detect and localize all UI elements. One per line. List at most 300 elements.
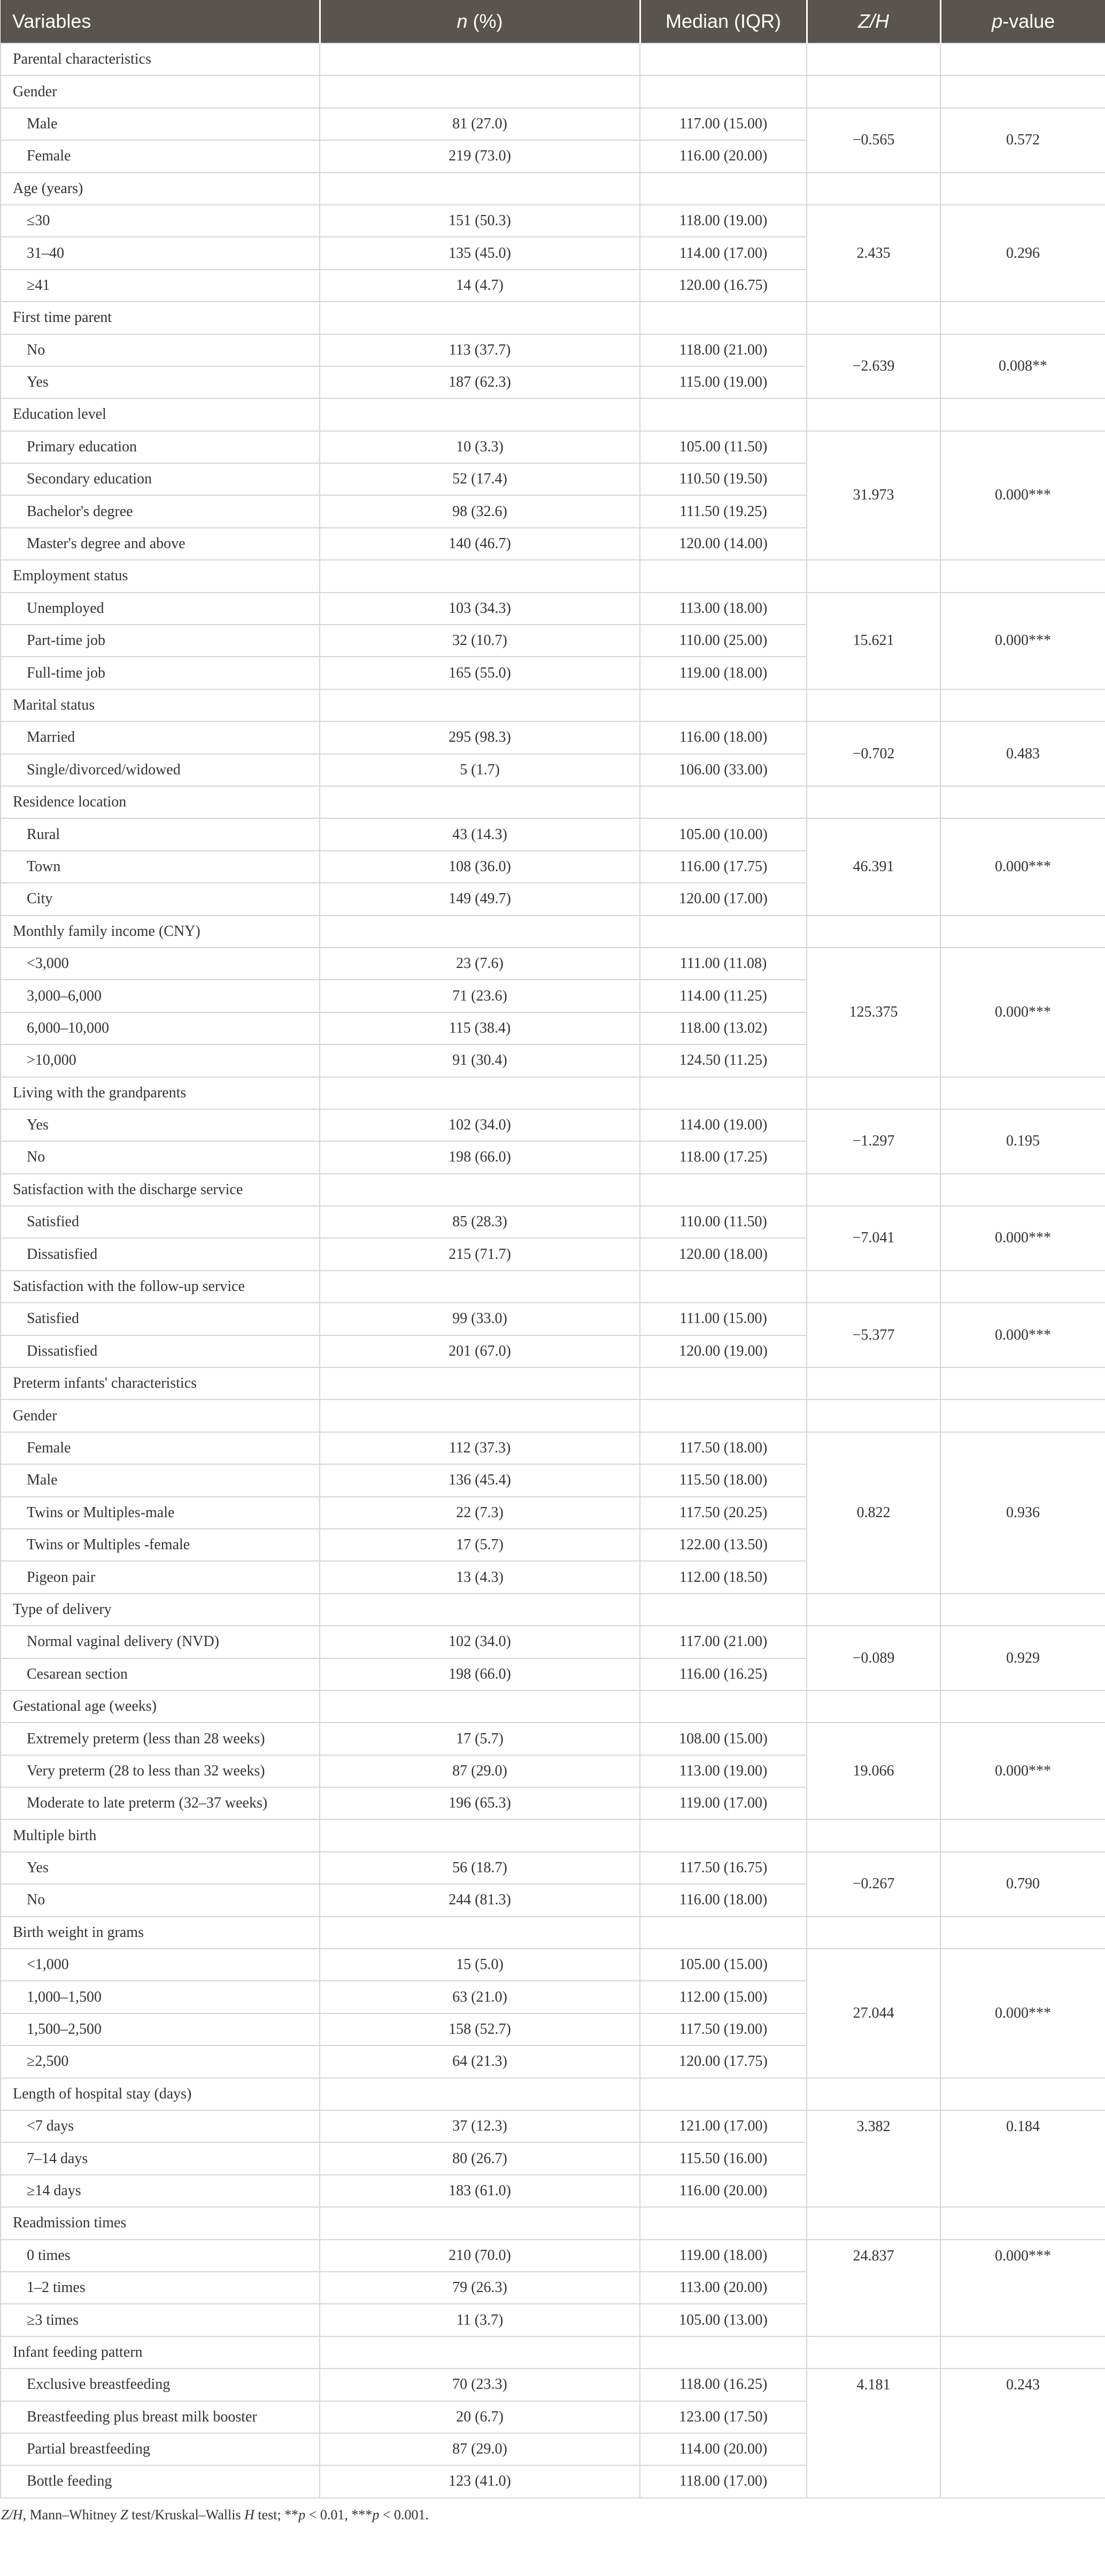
- n-percent-cell: 15 (5.0): [320, 1949, 640, 1981]
- z-h-statistic-cell: 15.621: [807, 593, 940, 689]
- n-percent-cell: 196 (65.3): [320, 1787, 640, 1819]
- n-percent-cell: [320, 1690, 640, 1723]
- median-iqr-cell: 120.00 (18.00): [640, 1238, 807, 1270]
- n-percent-cell: 11 (3.7): [320, 2304, 640, 2336]
- z-h-statistic-cell: [807, 2078, 940, 2110]
- median-iqr-cell: 112.00 (18.50): [640, 1561, 807, 1593]
- table-group-row: [1, 1594, 1105, 1626]
- row-label: 31–40: [1, 237, 320, 269]
- p-value-cell: [940, 1174, 1105, 1206]
- n-percent-cell: 10 (3.3): [320, 431, 640, 463]
- table-group-row: [1, 689, 1105, 721]
- median-iqr-cell: 120.00 (19.00): [640, 1335, 807, 1367]
- p-value-cell: 0.790: [940, 1852, 1105, 1917]
- z-h-statistic-cell: −1.297: [807, 1109, 940, 1174]
- p-value-cell: 0.000***: [940, 2240, 1105, 2336]
- n-percent-cell: 87 (29.0): [320, 1755, 640, 1787]
- p-value-cell: [940, 75, 1105, 107]
- n-percent-cell: 102 (34.0): [320, 1109, 640, 1141]
- z-h-statistic-cell: [807, 75, 940, 107]
- n-percent-cell: [320, 302, 640, 334]
- p-value-cell: [940, 43, 1105, 75]
- n-percent-cell: [320, 1917, 640, 1949]
- table-row: [1, 1626, 1105, 1658]
- n-percent-cell: 23 (7.6): [320, 948, 640, 980]
- p-value-cell: [940, 689, 1105, 721]
- z-h-statistic-cell: 31.973: [807, 431, 940, 560]
- median-iqr-cell: 118.00 (21.00): [640, 334, 807, 366]
- row-label: >10,000: [1, 1044, 320, 1076]
- n-percent-cell: 32 (10.7): [320, 625, 640, 657]
- table-group-row: [1, 173, 1105, 205]
- z-h-statistic-cell: 27.044: [807, 1949, 940, 2078]
- group-label: Employment status: [1, 560, 320, 592]
- z-h-statistic-cell: [807, 398, 940, 430]
- median-iqr-cell: 120.00 (17.75): [640, 2046, 807, 2078]
- row-label: 0 times: [1, 2240, 320, 2272]
- header-p-italic: p: [992, 10, 1003, 32]
- median-iqr-cell: 113.00 (20.00): [640, 2272, 807, 2304]
- median-iqr-cell: 110.00 (25.00): [640, 625, 807, 657]
- p-value-cell: [940, 173, 1105, 205]
- z-h-statistic-cell: [807, 1594, 940, 1626]
- z-h-statistic-cell: [807, 302, 940, 334]
- median-iqr-cell: [640, 1174, 807, 1206]
- group-label: Education level: [1, 398, 320, 430]
- row-label: No: [1, 1884, 320, 1916]
- z-h-statistic-cell: [807, 560, 940, 592]
- p-value-cell: 0.936: [940, 1432, 1105, 1594]
- p-value-cell: [940, 1077, 1105, 1109]
- p-value-cell: [940, 2078, 1105, 2110]
- median-iqr-cell: 118.00 (19.00): [640, 205, 807, 237]
- median-iqr-cell: 116.00 (17.75): [640, 851, 807, 883]
- median-iqr-cell: 105.00 (15.00): [640, 1949, 807, 1981]
- row-label: ≥3 times: [1, 2304, 320, 2336]
- footnote-z: Z: [120, 2506, 128, 2523]
- p-value-cell: 0.243: [940, 2369, 1105, 2498]
- table-row: [1, 1303, 1105, 1335]
- z-h-statistic-cell: [807, 1271, 940, 1303]
- median-iqr-cell: 117.50 (16.75): [640, 1852, 807, 1884]
- table-group-row: [1, 1271, 1105, 1303]
- header-p-value: [940, 0, 1105, 43]
- row-label: Female: [1, 140, 320, 172]
- table-row: [1, 1109, 1105, 1141]
- row-label: Normal vaginal delivery (NVD): [1, 1626, 320, 1658]
- n-percent-cell: [320, 2336, 640, 2369]
- group-label: Gender: [1, 1400, 320, 1432]
- n-percent-cell: 183 (61.0): [320, 2175, 640, 2207]
- row-label: 6,000–10,000: [1, 1012, 320, 1044]
- median-iqr-cell: 110.00 (11.50): [640, 1206, 807, 1238]
- row-label: Dissatisfied: [1, 1335, 320, 1367]
- n-percent-cell: 165 (55.0): [320, 657, 640, 689]
- p-value-cell: [940, 1690, 1105, 1723]
- n-percent-cell: 113 (37.7): [320, 334, 640, 366]
- table-body: [1, 43, 1105, 2498]
- z-h-statistic-cell: −0.702: [807, 721, 940, 786]
- p-value-cell: 0.000***: [940, 1303, 1105, 1367]
- n-percent-cell: 187 (62.3): [320, 366, 640, 398]
- n-percent-cell: 99 (33.0): [320, 1303, 640, 1335]
- median-iqr-cell: 106.00 (33.00): [640, 754, 807, 786]
- n-percent-cell: 91 (30.4): [320, 1044, 640, 1076]
- table-group-row: [1, 786, 1105, 818]
- median-iqr-cell: 115.50 (18.00): [640, 1464, 807, 1496]
- row-label: Male: [1, 108, 320, 140]
- median-iqr-cell: [640, 302, 807, 334]
- median-iqr-cell: 112.00 (15.00): [640, 1981, 807, 2013]
- group-label: Living with the grandparents: [1, 1077, 320, 1109]
- p-value-cell: 0.000***: [940, 431, 1105, 560]
- p-value-cell: [940, 786, 1105, 818]
- median-iqr-cell: [640, 43, 807, 75]
- p-value-cell: 0.184: [940, 2110, 1105, 2207]
- row-label: Yes: [1, 366, 320, 398]
- row-label: ≥2,500: [1, 2046, 320, 2078]
- n-percent-cell: 22 (7.3): [320, 1497, 640, 1529]
- header-n-suffix: (%): [467, 10, 503, 32]
- p-value-cell: [940, 1819, 1105, 1851]
- n-percent-cell: 5 (1.7): [320, 754, 640, 786]
- z-h-statistic-cell: 19.066: [807, 1723, 940, 1819]
- footnote-text-2: test/Kruskal–Wallis: [128, 2506, 245, 2523]
- n-percent-cell: [320, 786, 640, 818]
- n-percent-cell: 215 (71.7): [320, 1238, 640, 1270]
- row-label: Master's degree and above: [1, 528, 320, 560]
- table-group-row: [1, 302, 1105, 334]
- n-percent-cell: 210 (70.0): [320, 2240, 640, 2272]
- median-iqr-cell: 119.00 (18.00): [640, 2240, 807, 2272]
- median-iqr-cell: 117.50 (20.25): [640, 1497, 807, 1529]
- p-value-cell: [940, 1367, 1105, 1400]
- n-percent-cell: [320, 1077, 640, 1109]
- group-label: Birth weight in grams: [1, 1917, 320, 1949]
- row-label: ≥41: [1, 270, 320, 302]
- row-label: Married: [1, 721, 320, 753]
- n-percent-cell: 112 (37.3): [320, 1432, 640, 1464]
- median-iqr-cell: [640, 398, 807, 430]
- n-percent-cell: [320, 916, 640, 948]
- p-value-cell: [940, 1400, 1105, 1432]
- n-percent-cell: [320, 1271, 640, 1303]
- row-label: Female: [1, 1432, 320, 1464]
- row-label: Exclusive breastfeeding: [1, 2369, 320, 2401]
- median-iqr-cell: 114.00 (20.00): [640, 2433, 807, 2465]
- median-iqr-cell: 114.00 (19.00): [640, 1109, 807, 1141]
- row-label: Partial breastfeeding: [1, 2433, 320, 2465]
- median-iqr-cell: 115.00 (19.00): [640, 366, 807, 398]
- table-group-row: [1, 1077, 1105, 1109]
- row-label: Male: [1, 1464, 320, 1496]
- footnote-text-4: < 0.01, ***: [305, 2506, 373, 2523]
- n-percent-cell: 63 (21.0): [320, 1981, 640, 2013]
- footnote-p-2: p: [372, 2506, 380, 2523]
- footnote-p-1: p: [298, 2506, 306, 2523]
- median-iqr-cell: 110.50 (19.50): [640, 463, 807, 495]
- row-label: ≤30: [1, 205, 320, 237]
- n-percent-cell: [320, 689, 640, 721]
- table-row: [1, 334, 1105, 366]
- median-iqr-cell: [640, 1594, 807, 1626]
- table-row: [1, 1432, 1105, 1464]
- row-label: Rural: [1, 818, 320, 850]
- median-iqr-cell: 119.00 (17.00): [640, 1787, 807, 1819]
- row-label: Extremely preterm (less than 28 weeks): [1, 1723, 320, 1755]
- row-label: Breastfeeding plus breast milk booster: [1, 2401, 320, 2433]
- row-label: ≥14 days: [1, 2175, 320, 2207]
- row-label: Unemployed: [1, 593, 320, 625]
- row-label: Twins or Multiples -female: [1, 1529, 320, 1561]
- z-h-statistic-cell: [807, 1819, 940, 1851]
- median-iqr-cell: [640, 2078, 807, 2110]
- row-label: 1–2 times: [1, 2272, 320, 2304]
- row-label: Full-time job: [1, 657, 320, 689]
- n-percent-cell: 135 (45.0): [320, 237, 640, 269]
- table-row: [1, 1723, 1105, 1755]
- row-label: Pigeon pair: [1, 1561, 320, 1593]
- row-label: Yes: [1, 1109, 320, 1141]
- median-iqr-cell: 111.00 (15.00): [640, 1303, 807, 1335]
- n-percent-cell: [320, 2207, 640, 2239]
- table-row: [1, 205, 1105, 237]
- n-percent-cell: 108 (36.0): [320, 851, 640, 883]
- z-h-statistic-cell: [807, 689, 940, 721]
- table-row: [1, 2369, 1105, 2401]
- n-percent-cell: 198 (66.0): [320, 1658, 640, 1690]
- table-row: [1, 1949, 1105, 1981]
- p-value-cell: 0.008**: [940, 334, 1105, 399]
- n-percent-cell: 219 (73.0): [320, 140, 640, 172]
- row-label: Moderate to late preterm (32–37 weeks): [1, 1787, 320, 1819]
- n-percent-cell: 102 (34.0): [320, 1626, 640, 1658]
- row-label: <3,000: [1, 948, 320, 980]
- n-percent-cell: 103 (34.3): [320, 593, 640, 625]
- table-row: [1, 593, 1105, 625]
- n-percent-cell: 43 (14.3): [320, 818, 640, 850]
- n-percent-cell: 123 (41.0): [320, 2465, 640, 2497]
- z-h-statistic-cell: [807, 2207, 940, 2239]
- n-percent-cell: 64 (21.3): [320, 2046, 640, 2078]
- n-percent-cell: 17 (5.7): [320, 1529, 640, 1561]
- p-value-cell: [940, 560, 1105, 592]
- median-iqr-cell: [640, 786, 807, 818]
- table-group-row: [1, 1917, 1105, 1949]
- row-label: Very preterm (28 to less than 32 weeks): [1, 1755, 320, 1787]
- z-h-statistic-cell: 0.822: [807, 1432, 940, 1594]
- table-row: [1, 2240, 1105, 2272]
- table-row: [1, 108, 1105, 140]
- header-median-iqr: Median (IQR): [640, 0, 807, 43]
- group-label: Satisfaction with the discharge service: [1, 1174, 320, 1206]
- p-value-cell: [940, 302, 1105, 334]
- n-percent-cell: 13 (4.3): [320, 1561, 640, 1593]
- row-label: Bottle feeding: [1, 2465, 320, 2497]
- z-h-statistic-cell: [807, 43, 940, 75]
- p-value-cell: [940, 398, 1105, 430]
- table-row: [1, 818, 1105, 850]
- median-iqr-cell: 114.00 (11.25): [640, 980, 807, 1012]
- row-label: No: [1, 334, 320, 366]
- z-h-statistic-cell: −0.089: [807, 1626, 940, 1690]
- table-group-row: [1, 1174, 1105, 1206]
- z-h-statistic-cell: −0.267: [807, 1852, 940, 1917]
- median-iqr-cell: 117.50 (19.00): [640, 2013, 807, 2046]
- n-percent-cell: 87 (29.0): [320, 2433, 640, 2465]
- row-label: Primary education: [1, 431, 320, 463]
- header-n-italic: n: [457, 10, 468, 32]
- n-percent-cell: [320, 1594, 640, 1626]
- median-iqr-cell: [640, 1400, 807, 1432]
- n-percent-cell: 115 (38.4): [320, 1012, 640, 1044]
- p-value-cell: 0.000***: [940, 948, 1105, 1077]
- median-iqr-cell: 120.00 (16.75): [640, 270, 807, 302]
- n-percent-cell: [320, 75, 640, 107]
- group-label: Age (years): [1, 173, 320, 205]
- median-iqr-cell: 124.50 (11.25): [640, 1044, 807, 1076]
- n-percent-cell: 136 (45.4): [320, 1464, 640, 1496]
- median-iqr-cell: [640, 689, 807, 721]
- group-label: Infant feeding pattern: [1, 2336, 320, 2369]
- z-h-statistic-cell: 24.837: [807, 2240, 940, 2336]
- z-h-statistic-cell: 2.435: [807, 205, 940, 302]
- median-iqr-cell: 117.50 (18.00): [640, 1432, 807, 1464]
- footnote-text-3: test; **: [254, 2506, 299, 2523]
- z-h-statistic-cell: [807, 786, 940, 818]
- table-group-row: [1, 1690, 1105, 1723]
- median-iqr-cell: 116.00 (20.00): [640, 140, 807, 172]
- median-iqr-cell: [640, 1917, 807, 1949]
- z-h-statistic-cell: −7.041: [807, 1206, 940, 1271]
- z-h-statistic-cell: [807, 1174, 940, 1206]
- z-h-statistic-cell: [807, 1400, 940, 1432]
- median-iqr-cell: 118.00 (13.02): [640, 1012, 807, 1044]
- p-value-cell: 0.000***: [940, 1723, 1105, 1819]
- footnote-text-5: < 0.001.: [379, 2506, 429, 2523]
- header-n-percent: [320, 0, 640, 43]
- row-label: Yes: [1, 1852, 320, 1884]
- median-iqr-cell: 118.00 (17.00): [640, 2465, 807, 2497]
- footnote-text-1: , Mann–Whitney: [22, 2506, 121, 2523]
- p-value-cell: [940, 2207, 1105, 2239]
- n-percent-cell: [320, 560, 640, 592]
- group-label: First time parent: [1, 302, 320, 334]
- median-iqr-cell: 119.00 (18.00): [640, 657, 807, 689]
- n-percent-cell: 79 (26.3): [320, 2272, 640, 2304]
- n-percent-cell: 37 (12.3): [320, 2110, 640, 2142]
- row-label: <1,000: [1, 1949, 320, 1981]
- row-label: Town: [1, 851, 320, 883]
- group-label: Length of hospital stay (days): [1, 2078, 320, 2110]
- table-group-row: [1, 2336, 1105, 2369]
- z-h-statistic-cell: [807, 2336, 940, 2369]
- median-iqr-cell: 120.00 (14.00): [640, 528, 807, 560]
- n-percent-cell: 151 (50.3): [320, 205, 640, 237]
- n-percent-cell: 20 (6.7): [320, 2401, 640, 2433]
- row-label: Satisfied: [1, 1303, 320, 1335]
- n-percent-cell: 71 (23.6): [320, 980, 640, 1012]
- median-iqr-cell: [640, 1690, 807, 1723]
- n-percent-cell: 17 (5.7): [320, 1723, 640, 1755]
- table-group-row: [1, 916, 1105, 948]
- median-iqr-cell: [640, 1271, 807, 1303]
- p-value-cell: [940, 916, 1105, 948]
- header-variables: Variables: [1, 0, 320, 43]
- group-label: Preterm infants' characteristics: [1, 1367, 320, 1400]
- group-label: Parental characteristics: [1, 43, 320, 75]
- median-iqr-cell: 111.00 (11.08): [640, 948, 807, 980]
- row-label: Cesarean section: [1, 1658, 320, 1690]
- footnote-zh: Z/H: [1, 2506, 23, 2523]
- z-h-statistic-cell: [807, 1367, 940, 1400]
- n-percent-cell: [320, 1400, 640, 1432]
- z-h-statistic-cell: [807, 1077, 940, 1109]
- n-percent-cell: 56 (18.7): [320, 1852, 640, 1884]
- group-label: Multiple birth: [1, 1819, 320, 1851]
- header-z-h: [807, 0, 940, 43]
- median-iqr-cell: [640, 173, 807, 205]
- p-value-cell: [940, 2336, 1105, 2369]
- n-percent-cell: 81 (27.0): [320, 108, 640, 140]
- row-label: Satisfied: [1, 1206, 320, 1238]
- z-h-statistic-cell: [807, 916, 940, 948]
- row-label: City: [1, 883, 320, 915]
- median-iqr-cell: [640, 1077, 807, 1109]
- group-label: Gestational age (weeks): [1, 1690, 320, 1723]
- n-percent-cell: 80 (26.7): [320, 2142, 640, 2174]
- row-label: <7 days: [1, 2110, 320, 2142]
- median-iqr-cell: 116.00 (18.00): [640, 1884, 807, 1916]
- group-label: Type of delivery: [1, 1594, 320, 1626]
- p-value-cell: 0.000***: [940, 593, 1105, 689]
- group-label: Gender: [1, 75, 320, 107]
- z-h-statistic-cell: [807, 1917, 940, 1949]
- n-percent-cell: 201 (67.0): [320, 1335, 640, 1367]
- table-group-row: [1, 1400, 1105, 1432]
- table-group-row: [1, 1819, 1105, 1851]
- p-value-cell: 0.195: [940, 1109, 1105, 1174]
- row-label: Twins or Multiples-male: [1, 1497, 320, 1529]
- median-iqr-cell: 120.00 (17.00): [640, 883, 807, 915]
- median-iqr-cell: 114.00 (17.00): [640, 237, 807, 269]
- median-iqr-cell: 116.00 (16.25): [640, 1658, 807, 1690]
- table-row: [1, 721, 1105, 753]
- footnote-h: H: [244, 2506, 254, 2523]
- header-row: [1, 0, 1105, 43]
- z-h-statistic-cell: 3.382: [807, 2110, 940, 2207]
- table-group-row: [1, 75, 1105, 107]
- row-label: Bachelor's degree: [1, 495, 320, 527]
- group-label: Satisfaction with the follow-up service: [1, 1271, 320, 1303]
- row-label: 7–14 days: [1, 2142, 320, 2174]
- n-percent-cell: [320, 43, 640, 75]
- p-value-cell: 0.000***: [940, 1206, 1105, 1271]
- p-value-cell: 0.296: [940, 205, 1105, 302]
- median-iqr-cell: 121.00 (17.00): [640, 2110, 807, 2142]
- p-value-cell: [940, 1594, 1105, 1626]
- median-iqr-cell: 123.00 (17.50): [640, 2401, 807, 2433]
- median-iqr-cell: 105.00 (11.50): [640, 431, 807, 463]
- table-group-row: [1, 398, 1105, 430]
- p-value-cell: 0.000***: [940, 818, 1105, 915]
- row-label: Part-time job: [1, 625, 320, 657]
- median-iqr-cell: 111.50 (19.25): [640, 495, 807, 527]
- header-p-suffix: -value: [1002, 10, 1055, 32]
- n-percent-cell: [320, 1367, 640, 1400]
- row-label: No: [1, 1141, 320, 1173]
- group-label: Marital status: [1, 689, 320, 721]
